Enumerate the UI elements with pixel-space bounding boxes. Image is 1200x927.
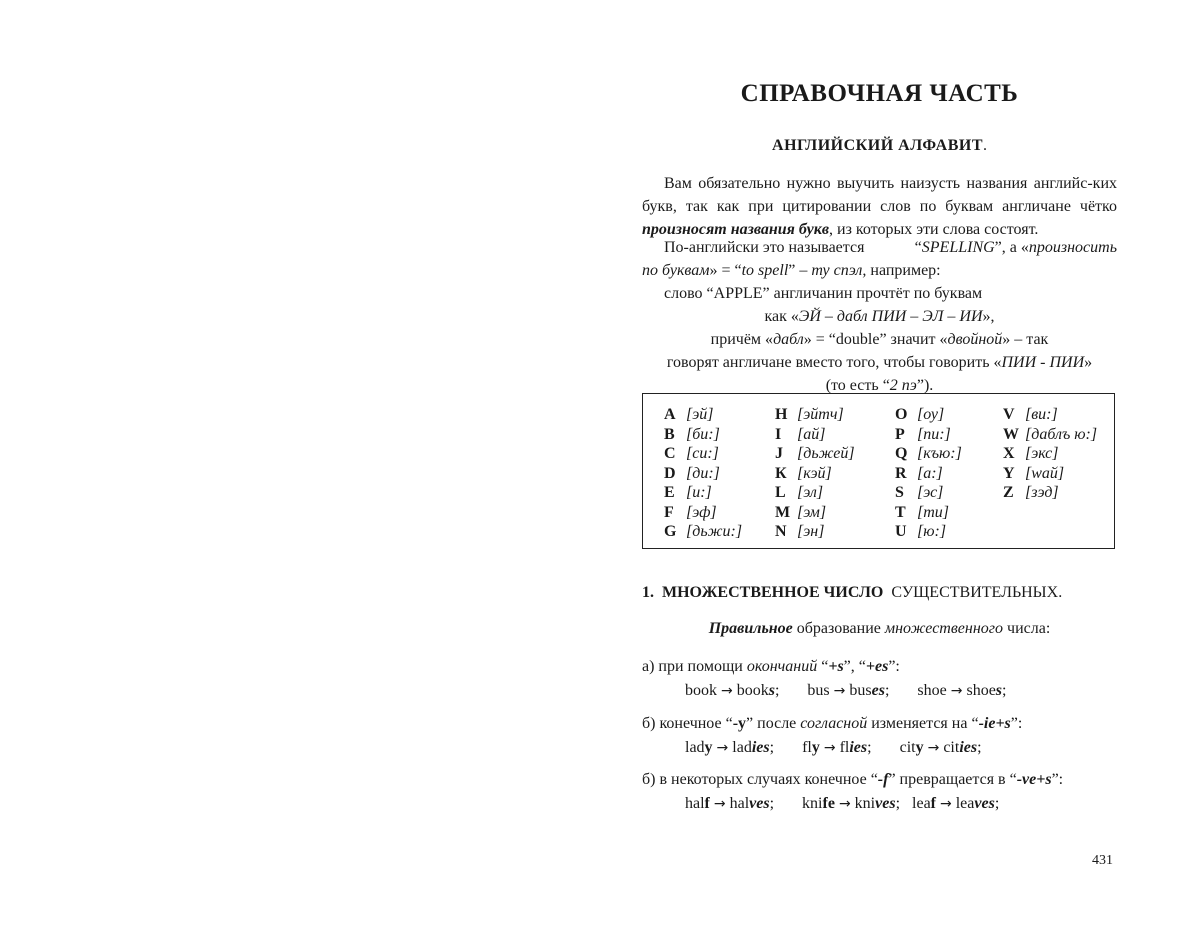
- alphabet-entry: B [би:]: [664, 425, 720, 443]
- alphabet-entry: I [ай]: [775, 425, 826, 443]
- example-book: book → books;: [685, 682, 780, 699]
- alphabet-entry: R [а:]: [895, 464, 943, 482]
- arrow-icon: →: [950, 683, 963, 699]
- alphabet-column-4: [1003, 405, 1097, 503]
- alphabet-column-3: [895, 405, 962, 542]
- spelling-l1a: По-английски это называется: [664, 239, 865, 256]
- alphabet-entry: U [ю:]: [895, 523, 947, 540]
- intro-paragraph: [642, 172, 1117, 241]
- example-leaf: leaf → leaves;: [912, 795, 1000, 812]
- regular-formation-heading: Правильное образование множественного числа:: [708, 620, 1051, 637]
- spelling-line-6: говорят англичане вместо того, чтобы говорить «ПИИ - ПИИ»: [666, 354, 1093, 371]
- rule-b-heading: б) конечное “-y” после согласной изменяется на “-ie+s”:: [642, 715, 1023, 732]
- alphabet-entry: Y [wай]: [1003, 464, 1065, 482]
- rule-c-heading: б) в некоторых случаях конечное “-f” превращается в “-ve+s”:: [642, 771, 1064, 788]
- alphabet-entry: M [эм]: [775, 503, 827, 521]
- alphabet-heading-dot: .: [982, 137, 987, 154]
- spelling-line-5: причём «дабл» = “double” значит «двойной» – так: [710, 331, 1049, 348]
- rule-c-examples: [685, 795, 1023, 813]
- arrow-icon: →: [927, 740, 940, 756]
- alphabet-heading-bold: АНГЛИЙСКИЙ АЛФАВИТ: [772, 137, 983, 154]
- alphabet-column-2: [775, 405, 855, 542]
- alphabet-entry: F [эф]: [664, 503, 717, 521]
- alphabet-entry: Z [зэд]: [1003, 484, 1059, 501]
- arrow-icon: →: [940, 796, 952, 812]
- spelling-line-1: [642, 236, 1117, 259]
- alphabet-entry: К [кэй]: [775, 464, 832, 482]
- alphabet-entry: L [эл]: [775, 484, 824, 501]
- arrow-icon: →: [721, 683, 733, 699]
- alphabet-entry: O [оу]: [895, 406, 945, 423]
- arrow-icon: →: [823, 740, 836, 756]
- intro-text-a: Вам обязательно нужно выучить наизусть названия английс-ких букв, так как при цитировании слов по буквам англичане чётко: [642, 175, 1117, 215]
- spelling-line-4: как «ЭЙ – дабл ПИИ – ЭЛ – ИИ»,: [764, 308, 995, 325]
- example-bus: bus → buses;: [807, 682, 890, 699]
- alphabet-entry: N [эн]: [775, 523, 825, 540]
- arrow-icon: →: [716, 740, 729, 756]
- arrow-icon: →: [838, 796, 851, 812]
- alphabet-entry: T [ти]: [895, 503, 950, 521]
- alphabet-entry: S [эс]: [895, 484, 944, 501]
- example-lady: lady → ladies;: [685, 739, 775, 756]
- spelling-line-2: по буквам» = “to spell” – ту спэл, например:: [642, 262, 941, 279]
- alphabet-heading: [642, 137, 1117, 155]
- alphabet-entry: J [дьжей]: [775, 445, 855, 462]
- section-title: СПРАВОЧНАЯ ЧАСТЬ: [740, 80, 1019, 107]
- example-knife: knife → knives;: [802, 795, 901, 812]
- alphabet-entry: P [пи:]: [895, 425, 951, 443]
- intro-text-bold: произносят названия букв: [642, 221, 830, 238]
- alphabet-entry: V [ви:]: [1003, 406, 1058, 423]
- example-shoe: shoe → shoes;: [917, 682, 1007, 699]
- alphabet-entry: C [си:]: [664, 445, 719, 462]
- alphabet-entry: A [эй]: [664, 406, 714, 423]
- rule-a-heading: а) при помощи окончаний “+s”, “+es”:: [642, 658, 900, 675]
- page-number: 431: [1092, 853, 1113, 868]
- alphabet-entry: D [ди:]: [664, 464, 720, 482]
- alphabet-entry: Q [къю:]: [895, 445, 962, 462]
- alphabet-entry: E [и:]: [664, 484, 712, 501]
- plural-section-heading: 1. МНОЖЕСТВЕННОЕ ЧИСЛО СУЩЕСТВИТЕЛЬНЫХ.: [642, 584, 1063, 601]
- spelling-paragraph: [642, 236, 1117, 397]
- rule-b-examples: [685, 739, 1006, 757]
- book-page: [642, 0, 1117, 927]
- arrow-icon: →: [713, 796, 726, 812]
- alphabet-table: [642, 393, 1115, 549]
- example-fly: fly → flies;: [802, 739, 872, 756]
- alphabet-entry: H [эйтч]: [775, 406, 844, 423]
- alphabet-entry: X [экс]: [1003, 445, 1059, 462]
- spelling-line-7: (то есть “2 пэ”).: [825, 377, 934, 394]
- spelling-l1-rest: “SPELLING”, а «произносить: [914, 239, 1117, 256]
- alphabet-entry: W [даблъ ю:]: [1003, 425, 1098, 443]
- spelling-line-3: слово “APPLE” англичанин прочтёт по буквам: [664, 285, 983, 302]
- intro-text-c: , из которых эти слова состоят.: [829, 221, 1039, 238]
- arrow-icon: →: [833, 683, 846, 699]
- example-city: city → cities;: [899, 739, 982, 756]
- example-half: half → halves;: [685, 795, 775, 812]
- rule-a-examples: [685, 682, 1030, 700]
- alphabet-column-1: [664, 405, 742, 542]
- alphabet-entry: G [дьжи:]: [664, 523, 743, 540]
